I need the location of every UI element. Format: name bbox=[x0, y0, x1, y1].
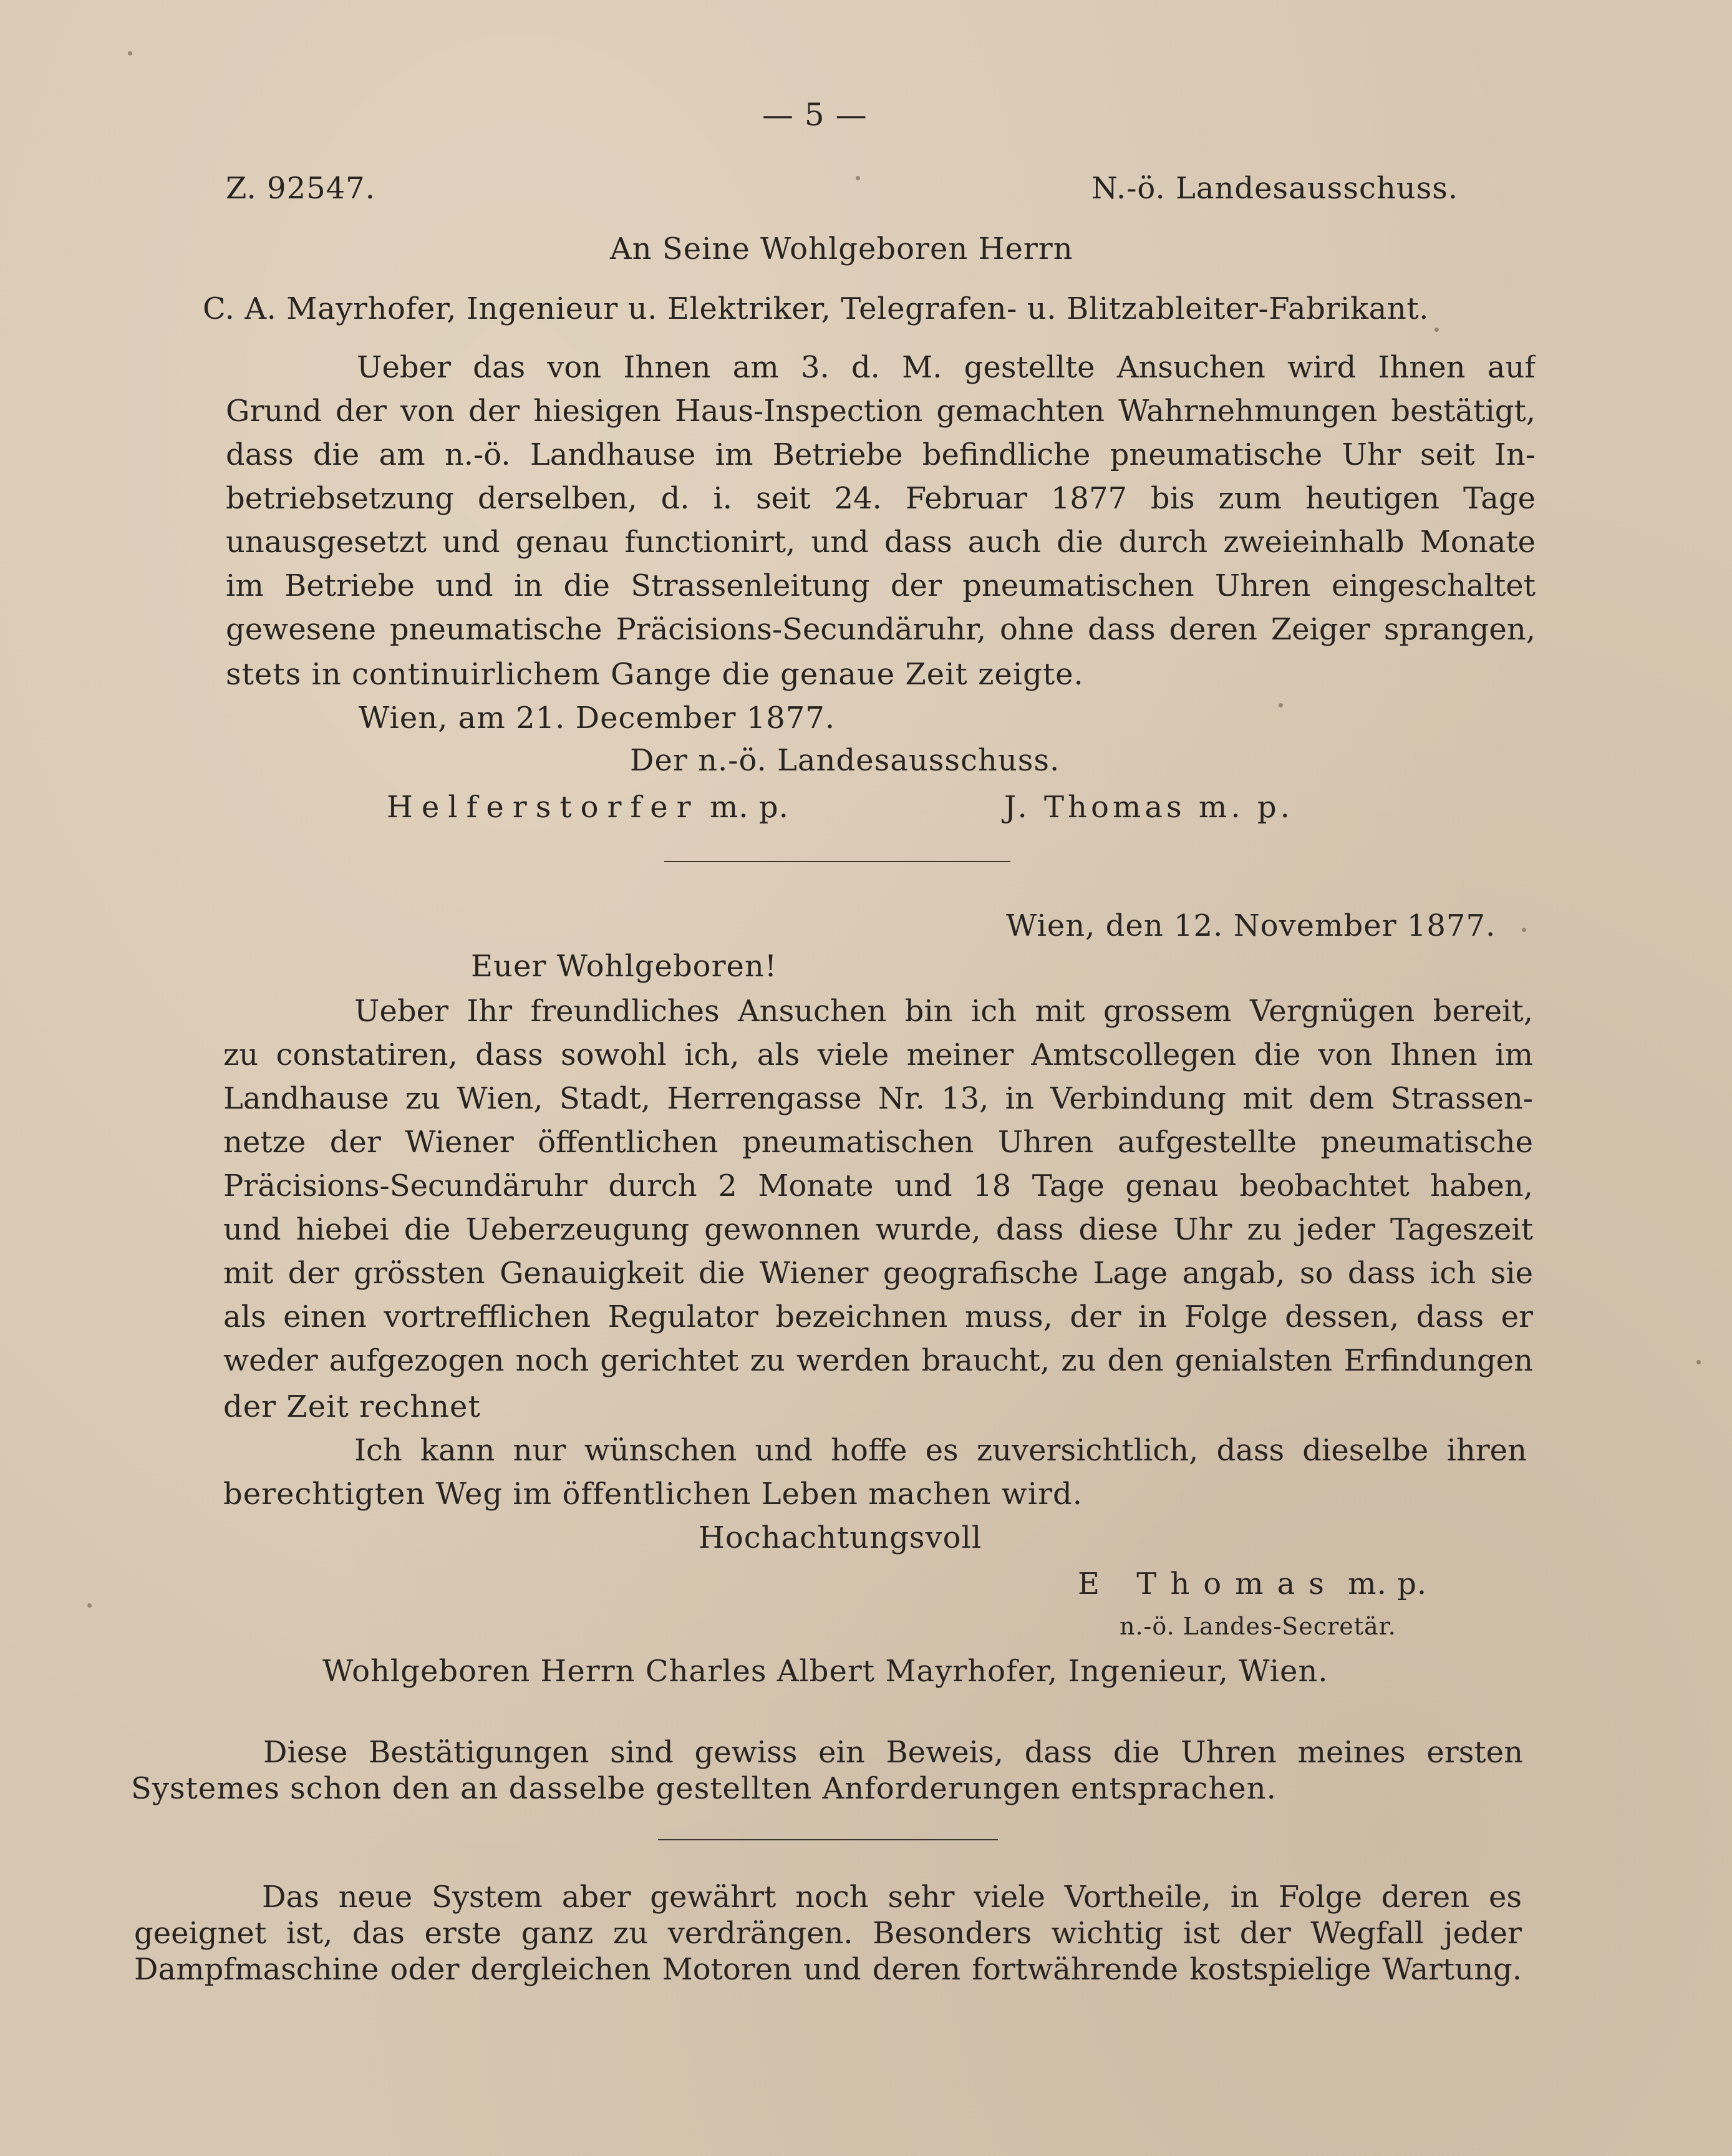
letter2-signer bbox=[1078, 1566, 1427, 1602]
letter1-date: Wien, am 21. December 1877. bbox=[359, 701, 836, 736]
paper-speck bbox=[1279, 703, 1283, 707]
letter2-regards: Hochachtungsvoll bbox=[699, 1520, 982, 1555]
letter1-body-last: stets in continuirlichem Gange die genaue Zeit zeigte. bbox=[226, 657, 1084, 692]
letter1-body-line: Grund der von der hiesigen Haus-Inspection gemachten Wahrnehmungen bestätigt, bbox=[226, 394, 1536, 429]
letter2-addressee: Wohlgeboren Herrn Charles Albert Mayrhofer, Ingenieur, Wien. bbox=[322, 1654, 1328, 1689]
letter2-signer-title: n.-ö. Landes-Secretär. bbox=[1120, 1613, 1396, 1640]
commentary-para2-line: geeignet ist, das erste ganz zu verdrängen. Besonders wichtig ist der Wegfall jeder bbox=[134, 1916, 1522, 1951]
paper-speck bbox=[128, 51, 132, 56]
section-divider bbox=[658, 1839, 998, 1840]
letter1-body bbox=[226, 349, 1536, 648]
section-divider bbox=[664, 861, 1010, 862]
letter1-signer1 bbox=[387, 789, 789, 825]
letter2-closing-line: Ich kann nur wünschen und hoffe es zuversichtlich, dass dieselbe ihren bbox=[354, 1433, 1527, 1468]
commentary-para1-last: Systemes schon den an dasselbe gestellten Anforderungen entsprachen. bbox=[131, 1771, 1277, 1806]
letter2-body-line: mit der grössten Genauigkeit die Wiener geografische Lage angab, so dass ich sie bbox=[223, 1256, 1533, 1291]
letter1-signer2: J. Thomas m. p. bbox=[1004, 790, 1294, 825]
commentary-para2-line: Dampfmaschine oder dergleichen Motoren und deren fortwährende kostspielige Wartung. bbox=[134, 1952, 1522, 1987]
letter2-signer-name: E Thomas bbox=[1078, 1566, 1338, 1601]
letter1-body-line: Ueber das von Ihnen am 3. d. M. gestellte Ansuchen wird Ihnen auf bbox=[357, 350, 1536, 385]
letter2-date: Wien, den 12. November 1877. bbox=[1006, 908, 1496, 943]
letter2-body-line: Landhause zu Wien, Stadt, Herrengasse Nr. 13, in Verbindung mit dem Strassen- bbox=[223, 1081, 1533, 1116]
letter2-body-line: Ueber Ihr freundliches Ansuchen bin ich mit grossem Vergnügen bereit, bbox=[354, 994, 1533, 1029]
paper-speck bbox=[856, 176, 860, 180]
commentary-para2-line: Das neue System aber gewährt noch sehr viele Vortheile, in Folge deren es bbox=[262, 1880, 1522, 1915]
letter2-signer-suffix: m. p. bbox=[1348, 1566, 1428, 1601]
letter1-body-line: im Betriebe und in die Strassenleitung der pneumatischen Uhren eingeschaltet bbox=[226, 568, 1536, 603]
letter2-body-line: und hiebei die Ueberzeugung gewonnen wurde, dass diese Uhr zu jeder Tageszeit bbox=[223, 1212, 1533, 1247]
paper-speck bbox=[1434, 328, 1439, 332]
paper-speck bbox=[1696, 1360, 1701, 1364]
letter2-body-line: weder aufgezogen noch gerichtet zu werden braucht, zu den genialsten Erfindungen bbox=[223, 1343, 1533, 1378]
letter1-body-line: gewesene pneumatische Präcisions-Secundäruhr, ohne dass deren Zeiger sprangen, bbox=[226, 612, 1536, 647]
commentary-para2 bbox=[134, 1879, 1522, 1988]
letter1-authority: N.-ö. Landesausschuss. bbox=[1091, 171, 1459, 206]
letter1-body-line: dass die am n.-ö. Landhause im Betriebe befindliche pneumatische Uhr seit In- bbox=[226, 437, 1536, 472]
letter1-salutation: An Seine Wohlgeboren Herrn bbox=[610, 231, 1073, 266]
letter2-body-line: als einen vortrefflichen Regulator bezeichnen muss, der in Folge dessen, dass er bbox=[223, 1299, 1533, 1334]
commentary-para1-line: Diese Bestätigungen sind gewiss ein Beweis, dass die Uhren meines ersten bbox=[263, 1735, 1523, 1770]
letter2-body-line: netze der Wiener öffentlichen pneumatischen Uhren aufgestellte pneumatische bbox=[223, 1125, 1533, 1160]
signer1-suffix: m. p. bbox=[709, 790, 789, 825]
letter1-body-line: betriebsetzung derselben, d. i. seit 24. Februar 1877 bis zum heutigen Tage bbox=[226, 481, 1536, 516]
letter2-body bbox=[223, 993, 1533, 1379]
letter2-salutation: Euer Wohlgeboren! bbox=[471, 949, 778, 984]
letter2-closing bbox=[223, 1432, 1527, 1469]
paper-speck bbox=[87, 1603, 92, 1608]
letter1-body-line: unausgesetzt und genau functionirt, und dass auch die durch zweieinhalb Monate bbox=[226, 525, 1536, 560]
letter2-body-line: zu constatiren, dass sowohl ich, als viele meiner Amtscollegen die von Ihnen im bbox=[223, 1037, 1533, 1072]
letter1-signatory-body: Der n.-ö. Landesausschuss. bbox=[630, 743, 1060, 778]
letter1-addressee: C. A. Mayrhofer, Ingenieur u. Elektriker, Telegrafen- u. Blitzableiter-Fabrikant. bbox=[203, 291, 1430, 326]
commentary-para1 bbox=[131, 1734, 1523, 1770]
letter2-body-line: Präcisions-Secundäruhr durch 2 Monate und 18 Tage genau beobachtet haben, bbox=[223, 1168, 1533, 1203]
letter2-body-last: der Zeit rechnet bbox=[223, 1389, 481, 1424]
letter1-reference: Z. 92547. bbox=[226, 171, 375, 206]
letter2-closing-last: berechtigten Weg im öffentlichen Leben machen wird. bbox=[223, 1477, 1083, 1512]
signer1-name: Helferstorfer bbox=[387, 790, 700, 825]
page-number: — 5 — bbox=[762, 97, 868, 133]
paper-speck bbox=[1522, 928, 1526, 932]
